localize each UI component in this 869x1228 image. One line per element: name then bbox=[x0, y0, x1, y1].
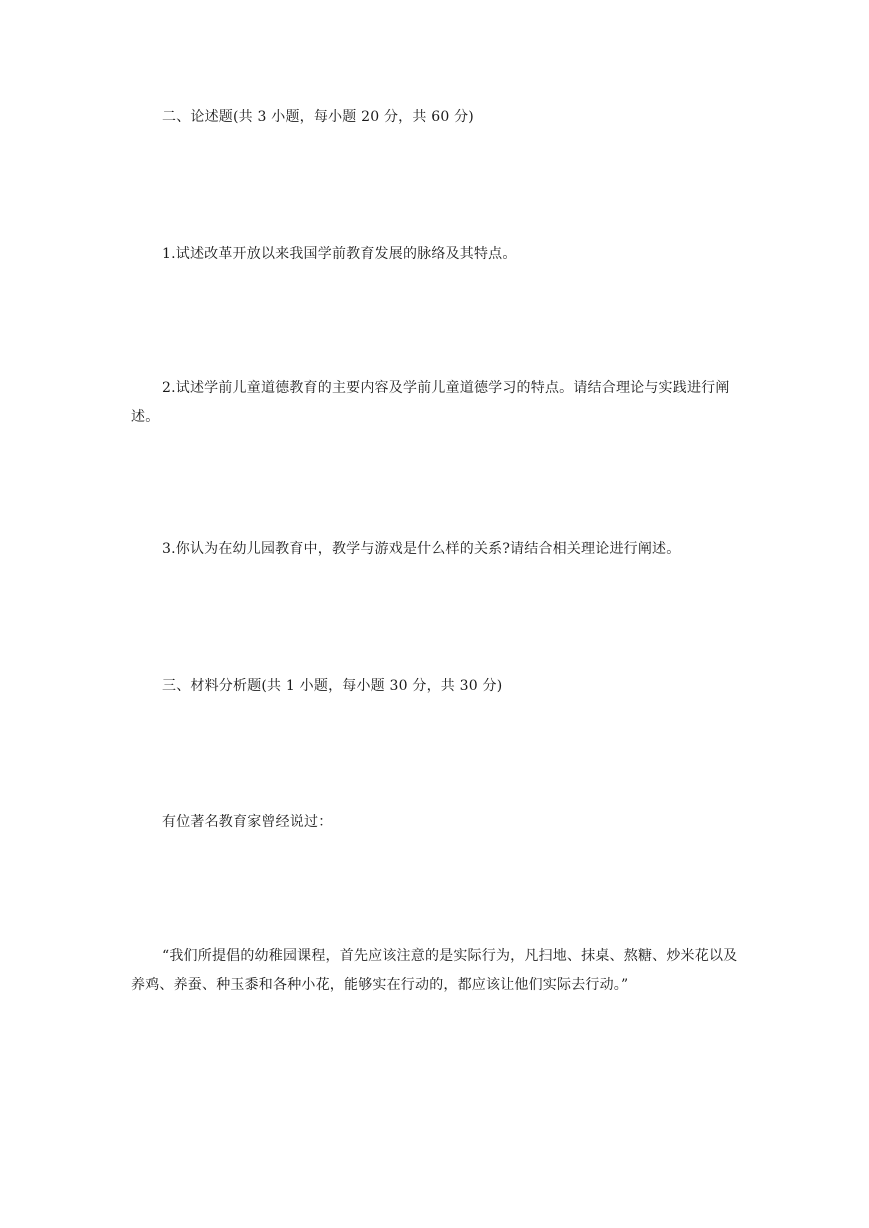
section-heading-material-analysis: 三、材料分析题(共 1 小题，每小题 30 分，共 30 分) bbox=[162, 678, 503, 694]
material-intro: 有位著名教育家曾经说过： bbox=[162, 814, 333, 830]
section-heading-essay: 二、论述题(共 3 小题，每小题 20 分，共 60 分) bbox=[162, 109, 474, 125]
question-3: 3.你认为在幼儿园教育中，教学与游戏是什么样的关系?请结合相关理论进行阐述。 bbox=[162, 541, 681, 557]
material-quote: “我们所提倡的幼稚园课程，首先应该注意的是实际行为，凡扫地、抹桌、熬糖、炒米花以及养鸡、养蚕、种玉黍和各种小花，能够实在行动的，都应该让他们实际去行动。” bbox=[131, 948, 738, 993]
question-1: 1.试述改革开放以来我国学前教育发展的脉络及其特点。 bbox=[162, 246, 517, 262]
question-2: 2.试述学前儿童道德教育的主要内容及学前儿童道德学习的特点。请结合理论与实践进行阐述。 bbox=[131, 380, 730, 425]
